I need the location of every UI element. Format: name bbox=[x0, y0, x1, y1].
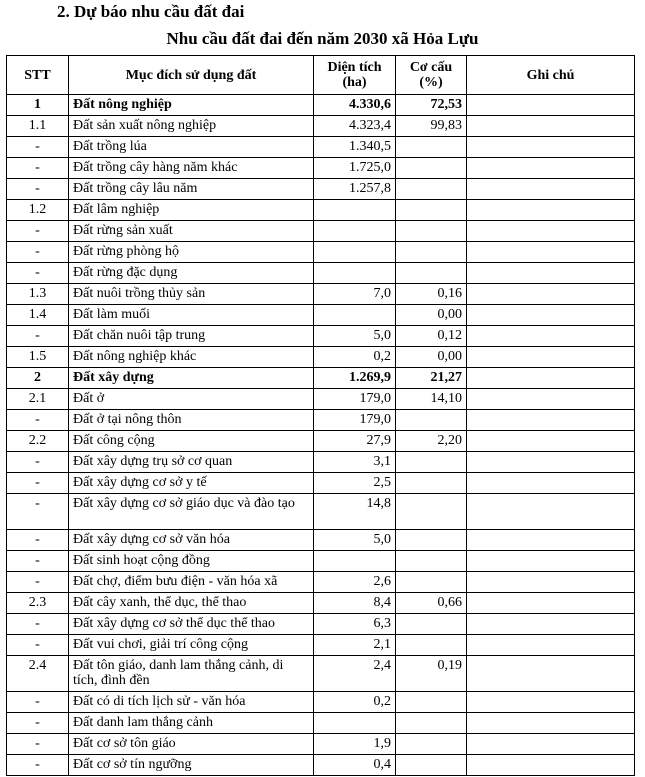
cell-area: 0,4 bbox=[314, 755, 396, 776]
table-row bbox=[7, 656, 635, 692]
cell-note bbox=[467, 551, 635, 572]
table-title: Nhu cầu đất đai đến năm 2030 xã Hỏa Lựu bbox=[166, 29, 479, 48]
cell-area: 1.269,9 bbox=[314, 368, 396, 389]
table-row bbox=[7, 452, 635, 473]
cell-stt: 2.2 bbox=[7, 431, 69, 452]
table-row bbox=[7, 635, 635, 656]
cell-area: 0,2 bbox=[314, 692, 396, 713]
cell-stt: 1.1 bbox=[7, 116, 69, 137]
cell-purpose: Đất sản xuất nông nghiệp bbox=[69, 116, 314, 137]
table-row bbox=[7, 755, 635, 776]
cell-purpose: Đất xây dựng cơ sở y tế bbox=[69, 473, 314, 494]
cell-stt: - bbox=[7, 242, 69, 263]
cell-share: 21,27 bbox=[396, 368, 467, 389]
cell-purpose: Đất rừng sản xuất bbox=[69, 221, 314, 242]
cell-purpose: Đất xây dựng cơ sở văn hóa bbox=[69, 530, 314, 551]
table-row bbox=[7, 263, 635, 284]
cell-purpose: Đất có di tích lịch sử - văn hóa bbox=[69, 692, 314, 713]
cell-purpose: Đất sinh hoạt cộng đồng bbox=[69, 551, 314, 572]
cell-purpose: Đất danh lam thắng cảnh bbox=[69, 713, 314, 734]
cell-purpose: Đất rừng đặc dụng bbox=[69, 263, 314, 284]
cell-purpose: Đất ở tại nông thôn bbox=[69, 410, 314, 431]
cell-area bbox=[314, 305, 396, 326]
cell-purpose: Đất xây dựng trụ sở cơ quan bbox=[69, 452, 314, 473]
column-header-area: Diện tích (ha) bbox=[314, 56, 396, 95]
cell-share bbox=[396, 635, 467, 656]
cell-note bbox=[467, 410, 635, 431]
cell-area bbox=[314, 551, 396, 572]
cell-area: 4.323,4 bbox=[314, 116, 396, 137]
cell-area: 2,6 bbox=[314, 572, 396, 593]
table-row bbox=[7, 389, 635, 410]
cell-note bbox=[467, 347, 635, 368]
cell-share bbox=[396, 572, 467, 593]
cell-stt: 2.4 bbox=[7, 656, 69, 692]
cell-share: 14,10 bbox=[396, 389, 467, 410]
cell-share bbox=[396, 179, 467, 200]
cell-purpose: Đất trồng cây hàng năm khác bbox=[69, 158, 314, 179]
cell-note bbox=[467, 572, 635, 593]
cell-purpose: Đất ở bbox=[69, 389, 314, 410]
table-row bbox=[7, 95, 635, 116]
cell-share bbox=[396, 158, 467, 179]
cell-purpose: Đất xây dựng cơ sở giáo dục và đào tạo bbox=[69, 494, 314, 530]
cell-area: 2,1 bbox=[314, 635, 396, 656]
cell-note bbox=[467, 473, 635, 494]
cell-note bbox=[467, 284, 635, 305]
cell-area: 27,9 bbox=[314, 431, 396, 452]
table-row bbox=[7, 368, 635, 389]
table-row bbox=[7, 614, 635, 635]
table-row bbox=[7, 347, 635, 368]
cell-note bbox=[467, 242, 635, 263]
cell-purpose: Đất vui chơi, giải trí công cộng bbox=[69, 635, 314, 656]
cell-purpose: Đất trồng cây lâu năm bbox=[69, 179, 314, 200]
cell-stt: - bbox=[7, 530, 69, 551]
cell-area: 0,2 bbox=[314, 347, 396, 368]
cell-share: 0,19 bbox=[396, 656, 467, 692]
cell-share: 2,20 bbox=[396, 431, 467, 452]
table-row bbox=[7, 551, 635, 572]
table-row bbox=[7, 116, 635, 137]
table-row bbox=[7, 572, 635, 593]
cell-area: 3,1 bbox=[314, 452, 396, 473]
cell-share bbox=[396, 410, 467, 431]
table-row bbox=[7, 593, 635, 614]
cell-area: 4.330,6 bbox=[314, 95, 396, 116]
land-demand-table bbox=[6, 55, 635, 776]
cell-stt: - bbox=[7, 473, 69, 494]
cell-note bbox=[467, 713, 635, 734]
cell-note bbox=[467, 755, 635, 776]
cell-share bbox=[396, 713, 467, 734]
cell-stt: - bbox=[7, 635, 69, 656]
cell-note bbox=[467, 530, 635, 551]
cell-note bbox=[467, 326, 635, 347]
cell-note bbox=[467, 263, 635, 284]
cell-purpose: Đất xây dựng cơ sở thể dục thể thao bbox=[69, 614, 314, 635]
section-heading: 2. Dự báo nhu cầu đất đai bbox=[57, 2, 245, 21]
cell-stt: - bbox=[7, 410, 69, 431]
cell-note bbox=[467, 734, 635, 755]
table-row bbox=[7, 305, 635, 326]
cell-note bbox=[467, 179, 635, 200]
table-row bbox=[7, 431, 635, 452]
cell-purpose: Đất nông nghiệp bbox=[69, 95, 314, 116]
cell-area: 5,0 bbox=[314, 530, 396, 551]
cell-share: 0,12 bbox=[396, 326, 467, 347]
table-row bbox=[7, 200, 635, 221]
cell-stt: - bbox=[7, 179, 69, 200]
table-row bbox=[7, 242, 635, 263]
cell-area bbox=[314, 263, 396, 284]
cell-stt: - bbox=[7, 734, 69, 755]
cell-area: 8,4 bbox=[314, 593, 396, 614]
table-row bbox=[7, 734, 635, 755]
cell-purpose: Đất công cộng bbox=[69, 431, 314, 452]
cell-share bbox=[396, 551, 467, 572]
cell-note bbox=[467, 368, 635, 389]
cell-share bbox=[396, 221, 467, 242]
cell-stt: 2.1 bbox=[7, 389, 69, 410]
cell-note bbox=[467, 593, 635, 614]
cell-purpose: Đất lâm nghiệp bbox=[69, 200, 314, 221]
cell-share bbox=[396, 473, 467, 494]
cell-purpose: Đất chợ, điểm bưu điện - văn hóa xã bbox=[69, 572, 314, 593]
cell-stt: 1.2 bbox=[7, 200, 69, 221]
cell-area bbox=[314, 713, 396, 734]
cell-area: 1.257,8 bbox=[314, 179, 396, 200]
cell-note bbox=[467, 431, 635, 452]
cell-stt: - bbox=[7, 572, 69, 593]
cell-area: 1.340,5 bbox=[314, 137, 396, 158]
cell-note bbox=[467, 656, 635, 692]
cell-area: 179,0 bbox=[314, 410, 396, 431]
cell-purpose: Đất chăn nuôi tập trung bbox=[69, 326, 314, 347]
cell-share: 99,83 bbox=[396, 116, 467, 137]
cell-stt: 1 bbox=[7, 95, 69, 116]
cell-note bbox=[467, 635, 635, 656]
cell-stt: 2 bbox=[7, 368, 69, 389]
cell-area: 179,0 bbox=[314, 389, 396, 410]
column-header-share: Cơ cấu (%) bbox=[396, 56, 467, 95]
cell-note bbox=[467, 200, 635, 221]
cell-area: 2,5 bbox=[314, 473, 396, 494]
cell-stt: - bbox=[7, 263, 69, 284]
cell-purpose: Đất tôn giáo, danh lam thắng cảnh, di tích, đình đền bbox=[69, 656, 314, 692]
cell-share: 72,53 bbox=[396, 95, 467, 116]
cell-note bbox=[467, 116, 635, 137]
cell-area bbox=[314, 200, 396, 221]
cell-stt: - bbox=[7, 326, 69, 347]
cell-share: 0,00 bbox=[396, 305, 467, 326]
cell-area: 5,0 bbox=[314, 326, 396, 347]
cell-note bbox=[467, 389, 635, 410]
cell-stt: 1.4 bbox=[7, 305, 69, 326]
cell-share: 0,66 bbox=[396, 593, 467, 614]
cell-note bbox=[467, 137, 635, 158]
cell-purpose: Đất làm muối bbox=[69, 305, 314, 326]
cell-share bbox=[396, 452, 467, 473]
table-header-row bbox=[7, 56, 635, 95]
cell-note bbox=[467, 95, 635, 116]
cell-share bbox=[396, 494, 467, 530]
cell-purpose: Đất cây xanh, thể dục, thể thao bbox=[69, 593, 314, 614]
cell-stt: - bbox=[7, 614, 69, 635]
table-row bbox=[7, 692, 635, 713]
table-row bbox=[7, 410, 635, 431]
table-row bbox=[7, 158, 635, 179]
cell-area: 1.725,0 bbox=[314, 158, 396, 179]
cell-share bbox=[396, 530, 467, 551]
cell-area: 2,4 bbox=[314, 656, 396, 692]
cell-share bbox=[396, 614, 467, 635]
cell-stt: 1.5 bbox=[7, 347, 69, 368]
cell-stt: - bbox=[7, 221, 69, 242]
cell-share bbox=[396, 200, 467, 221]
cell-note bbox=[467, 158, 635, 179]
cell-share bbox=[396, 755, 467, 776]
cell-purpose: Đất rừng phòng hộ bbox=[69, 242, 314, 263]
cell-purpose: Đất xây dựng bbox=[69, 368, 314, 389]
cell-note bbox=[467, 614, 635, 635]
cell-note bbox=[467, 494, 635, 530]
cell-stt: 1.3 bbox=[7, 284, 69, 305]
cell-purpose: Đất trồng lúa bbox=[69, 137, 314, 158]
cell-note bbox=[467, 221, 635, 242]
table-row bbox=[7, 530, 635, 551]
table-row bbox=[7, 326, 635, 347]
table-row bbox=[7, 179, 635, 200]
cell-stt: 2.3 bbox=[7, 593, 69, 614]
cell-note bbox=[467, 452, 635, 473]
table-row bbox=[7, 473, 635, 494]
cell-area: 7,0 bbox=[314, 284, 396, 305]
table-row bbox=[7, 137, 635, 158]
cell-share bbox=[396, 263, 467, 284]
cell-area bbox=[314, 221, 396, 242]
cell-purpose: Đất nuôi trồng thủy sản bbox=[69, 284, 314, 305]
cell-share: 0,16 bbox=[396, 284, 467, 305]
table-row bbox=[7, 284, 635, 305]
cell-note bbox=[467, 305, 635, 326]
cell-purpose: Đất cơ sở tôn giáo bbox=[69, 734, 314, 755]
cell-purpose: Đất nông nghiệp khác bbox=[69, 347, 314, 368]
column-header-note: Ghi chú bbox=[467, 56, 635, 95]
table-row bbox=[7, 221, 635, 242]
cell-share: 0,00 bbox=[396, 347, 467, 368]
cell-stt: - bbox=[7, 551, 69, 572]
cell-purpose: Đất cơ sở tín ngưỡng bbox=[69, 755, 314, 776]
column-header-stt: STT bbox=[7, 56, 69, 95]
cell-stt: - bbox=[7, 494, 69, 530]
table-row bbox=[7, 713, 635, 734]
cell-note bbox=[467, 692, 635, 713]
cell-stt: - bbox=[7, 713, 69, 734]
cell-area: 1,9 bbox=[314, 734, 396, 755]
cell-share bbox=[396, 242, 467, 263]
cell-area: 14,8 bbox=[314, 494, 396, 530]
cell-area: 6,3 bbox=[314, 614, 396, 635]
cell-stt: - bbox=[7, 452, 69, 473]
table-row bbox=[7, 494, 635, 530]
cell-area bbox=[314, 242, 396, 263]
cell-stt: - bbox=[7, 755, 69, 776]
cell-share bbox=[396, 692, 467, 713]
cell-share bbox=[396, 137, 467, 158]
cell-stt: - bbox=[7, 158, 69, 179]
cell-stt: - bbox=[7, 692, 69, 713]
cell-stt: - bbox=[7, 137, 69, 158]
cell-share bbox=[396, 734, 467, 755]
column-header-purpose: Mục đích sử dụng đất bbox=[69, 56, 314, 95]
